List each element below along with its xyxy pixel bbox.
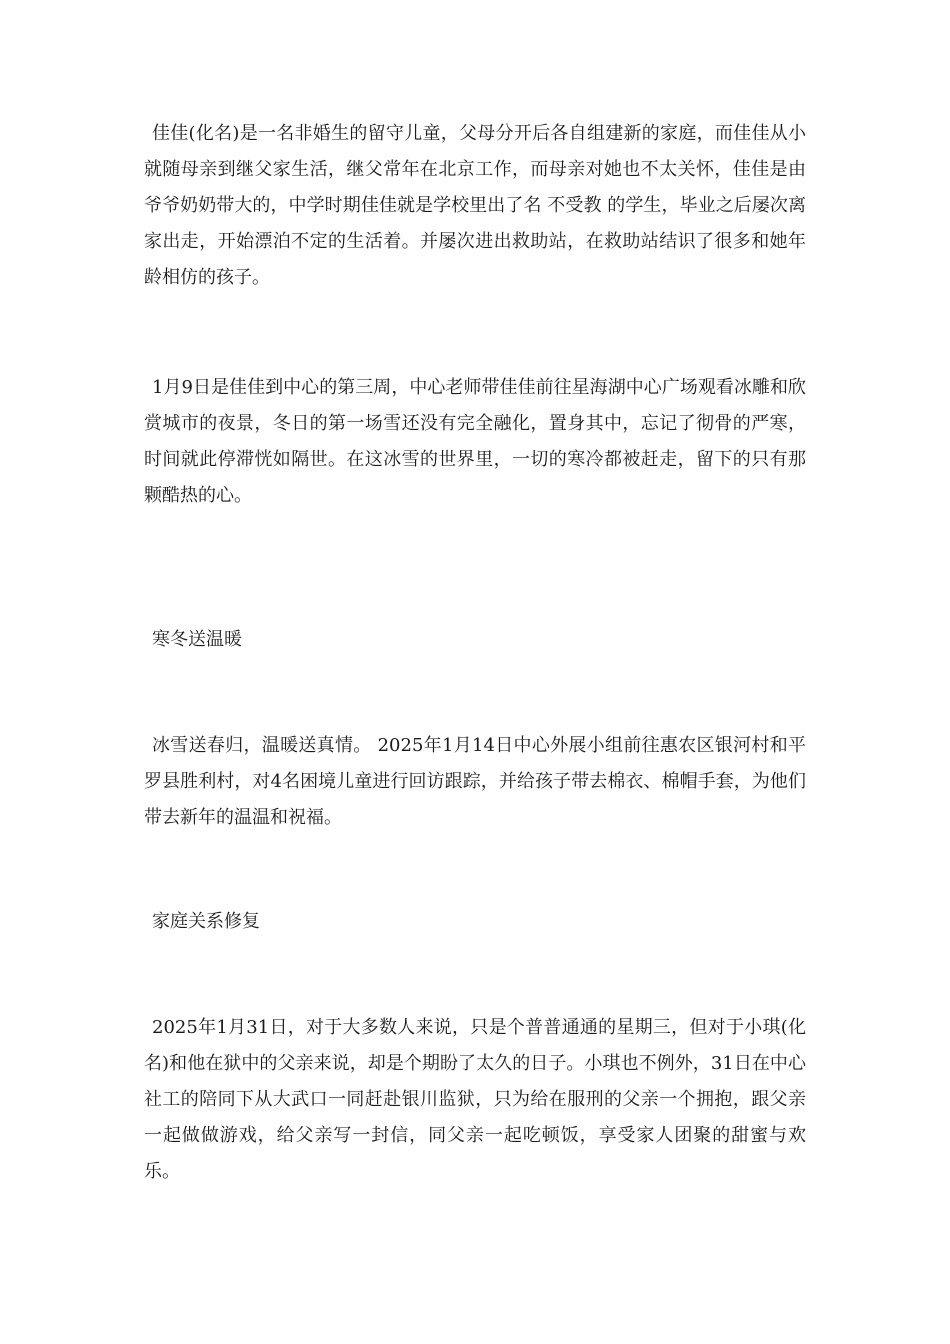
section-heading-family-repair: 家庭关系修复 (152, 911, 260, 932)
paragraph-jiajia-background: 佳佳(化名)是一名非婚生的留守儿童，父母分开后各自组建新的家庭，而佳佳从小就随母亲到继父家生活，继父常年在北京工作，而母亲对她也不太关怀，佳佳是由爷爷奶奶带大的，中学时期佳佳就是学校里出了名 不受教 的学生，毕业之后屡次离家出走，开始漂泊不定的生活着。并屡次进出救助站，在救助站结识了很多和她年龄相仿的孩子。 (144, 123, 806, 288)
section-heading-winter-warmth: 寒冬送温暖 (152, 629, 242, 650)
paragraph-winter-warmth: 冰雪送春归，温暖送真情。 2025年1月14日中心外展小组前往惠农区银河村和平罗县胜利村，对4名困境儿童进行回访跟踪，并给孩子带去棉衣、棉帽手套，为他们带去新年的温温和祝福。 (144, 735, 806, 828)
paragraph-family-repair: 2025年1月31日，对于大多数人来说，只是个普普通通的星期三，但对于小琪(化名)和他在狱中的父亲来说，却是个期盼了太久的日子。小琪也不例外，31日在中心社工的陪同下从大武口一同赶赴银川监狱，只为给在服刑的父亲一个拥抱，跟父亲一起做做游戏，给父亲写一封信，同父亲一起吃顿饭，享受家人团聚的甜蜜与欢乐。 (144, 1017, 806, 1182)
paragraph-jiajia-ice-sculpture: 1月9日是佳佳到中心的第三周，中心老师带佳佳前往星海湖中心广场观看冰雕和欣赏城市的夜景，冬日的第一场雪还没有完全融化，置身其中，忘记了彻骨的严寒，时间就此停滞恍如隔世。在这冰雪的世界里，一切的寒冷都被赶走，留下的只有那颗酷热的心。 (144, 377, 806, 506)
